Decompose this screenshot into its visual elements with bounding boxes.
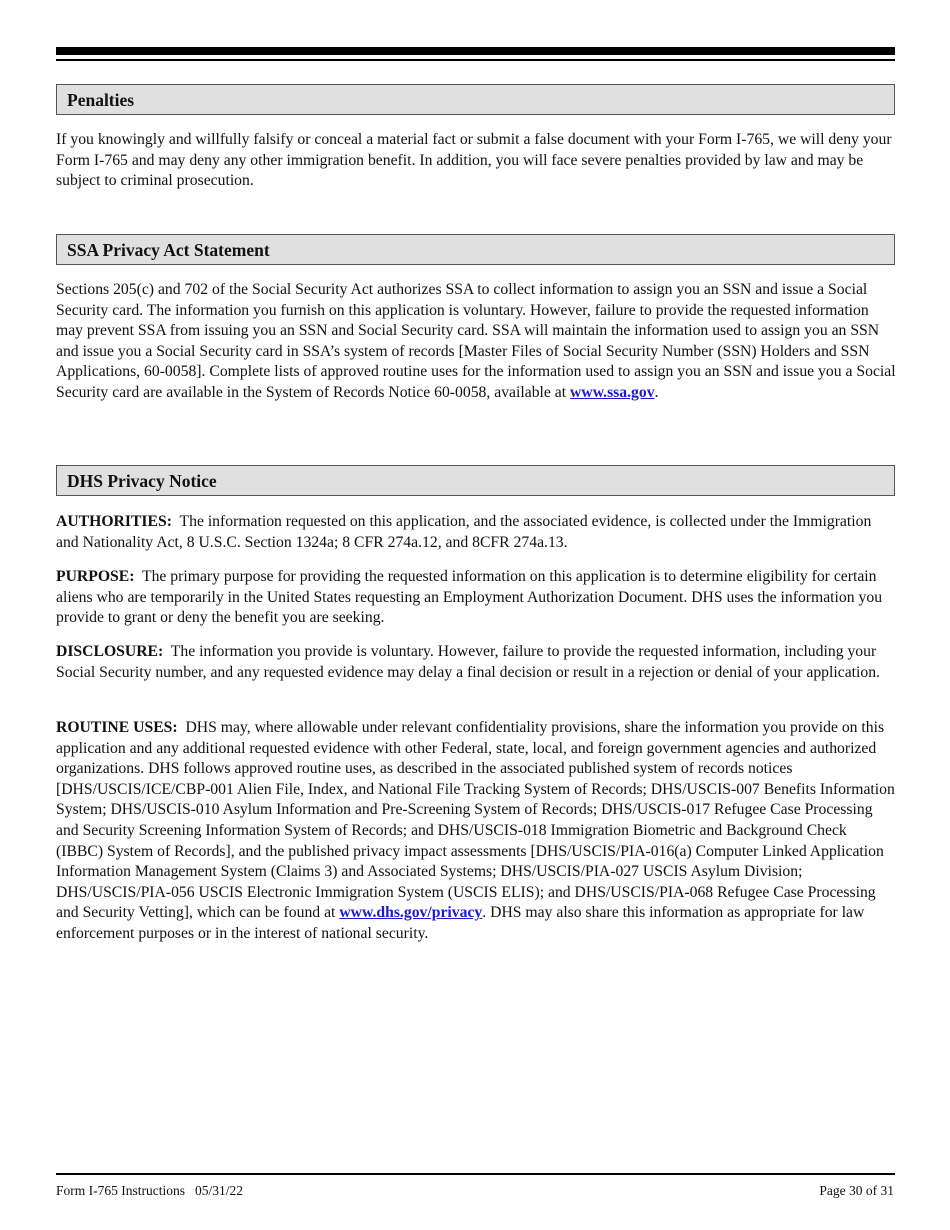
purpose-text: The primary purpose for providing the requested information on this application is to determine eligibility for certain aliens who are temporarily in the United States requesting an Employment Authorization Document. DHS uses the information you provide to grant or deny the benefit you are seeking. <box>56 568 883 627</box>
footer-form-name: Form I-765 Instructions <box>56 1183 185 1198</box>
penalties-title: Penalties <box>67 90 135 110</box>
penalties-header <box>56 84 895 115</box>
disclosure-label: DISCLOSURE: <box>56 643 164 660</box>
footer-date: 05/31/22 <box>195 1183 244 1198</box>
footer-page-number: Page 30 of 31 <box>819 1183 894 1198</box>
top-rule-thick <box>56 47 895 55</box>
authorities-label: AUTHORITIES: <box>56 513 172 530</box>
routine-uses-label: ROUTINE USES: <box>56 719 178 736</box>
purpose-label: PURPOSE: <box>56 568 135 585</box>
disclosure-text: The information you provide is voluntary. However, failure to provide the requested information, including your Social Security number, and any requested evidence may delay a final decision or result in a rejection or denial of your application. <box>56 643 880 681</box>
dhs-privacy-link[interactable]: www.dhs.gov/privacy <box>339 904 483 922</box>
disclosure-paragraph <box>56 642 896 683</box>
ssa-body <box>56 280 896 404</box>
routine-uses-paragraph <box>56 718 896 945</box>
penalties-body: If you knowingly and willfully falsify or conceal a material fact or submit a false document with your Form I-765, we will deny your Form I-765 and may deny any other immigration benefit. In addition, you will face severe penalties provided by law and may be subject to criminal prosecution. <box>56 131 892 190</box>
purpose-paragraph <box>56 567 896 629</box>
ssa-title: SSA Privacy Act Statement <box>67 240 270 260</box>
routine-uses-tail: . DHS may also share this information as appropriate for law enforcement purposes or in the interest of national security. <box>56 904 865 942</box>
routine-uses-text: DHS may, where allowable under relevant confidentiality provisions, share the information you provide on this application and any additional requested evidence with other Federal, state, local, and foreign government agencies and authorized organizations. DHS follows approved routine uses, as described in the associated published system of records notices [DHS/USCIS/ICE/CBP-001 Alien File, Index, and National File Tracking System of Records; DHS/USCIS-007 Benefits Information System; DHS/USCIS-010 Asylum Information and Pre-Screening System of Records; DHS/USCIS-017 Refugee Case Processing and Security Screening Information System of Records; and DHS/USCIS-018 Immigration Biometric and Background Check (IBBC) System of Records], and the published privacy impact assessments [DHS/USCIS/PIA-016(a) Computer Linked Application Information Management System (Claims 3) and Associated Systems; DHS/USCIS/PIA-027 USCIS Asylum Division; DHS/USCIS/PIA-056 USCIS Electronic Immigration System (USCIS ELIS); and DHS/USCIS/PIA-068 Refugee Case Processing and Security Vetting], which can be found at <box>56 719 895 922</box>
top-rule-thin <box>56 59 895 61</box>
ssa-body-text: Sections 205(c) and 702 of the Social Security Act authorizes SSA to collect information to assign you an SSN and issue a Social Security card. The information you furnish on this application is voluntary. However, failure to provide the requested information may prevent SSA from issuing you an SSN and Social Security card. SSA will maintain the information used to assign you an SSN and issue you a Social Security card in SSA’s system of records [Master Files of Social Security Number (SSN) Holders and SSN Applications, 60-0058]. Complete lists of approved routine uses for the information used to assign you an SSN and issue you a Social Security card are available in the System of Records Notice 60-0058, available at <box>56 281 896 401</box>
dhs-header <box>56 465 895 496</box>
ssa-link[interactable]: www.ssa.gov <box>570 383 655 401</box>
authorities-text: The information requested on this application, and the associated evidence, is collected under the Immigration and Nationality Act, 8 U.S.C. Section 1324a; 8 CFR 274a.12, and 8CFR 274a.13. <box>56 513 872 551</box>
footer-form-info <box>56 1183 243 1199</box>
ssa-header <box>56 234 895 265</box>
dhs-title: DHS Privacy Notice <box>67 471 217 491</box>
ssa-body-tail: . <box>654 383 659 401</box>
footer-rule <box>56 1173 895 1175</box>
authorities-paragraph <box>56 512 896 553</box>
